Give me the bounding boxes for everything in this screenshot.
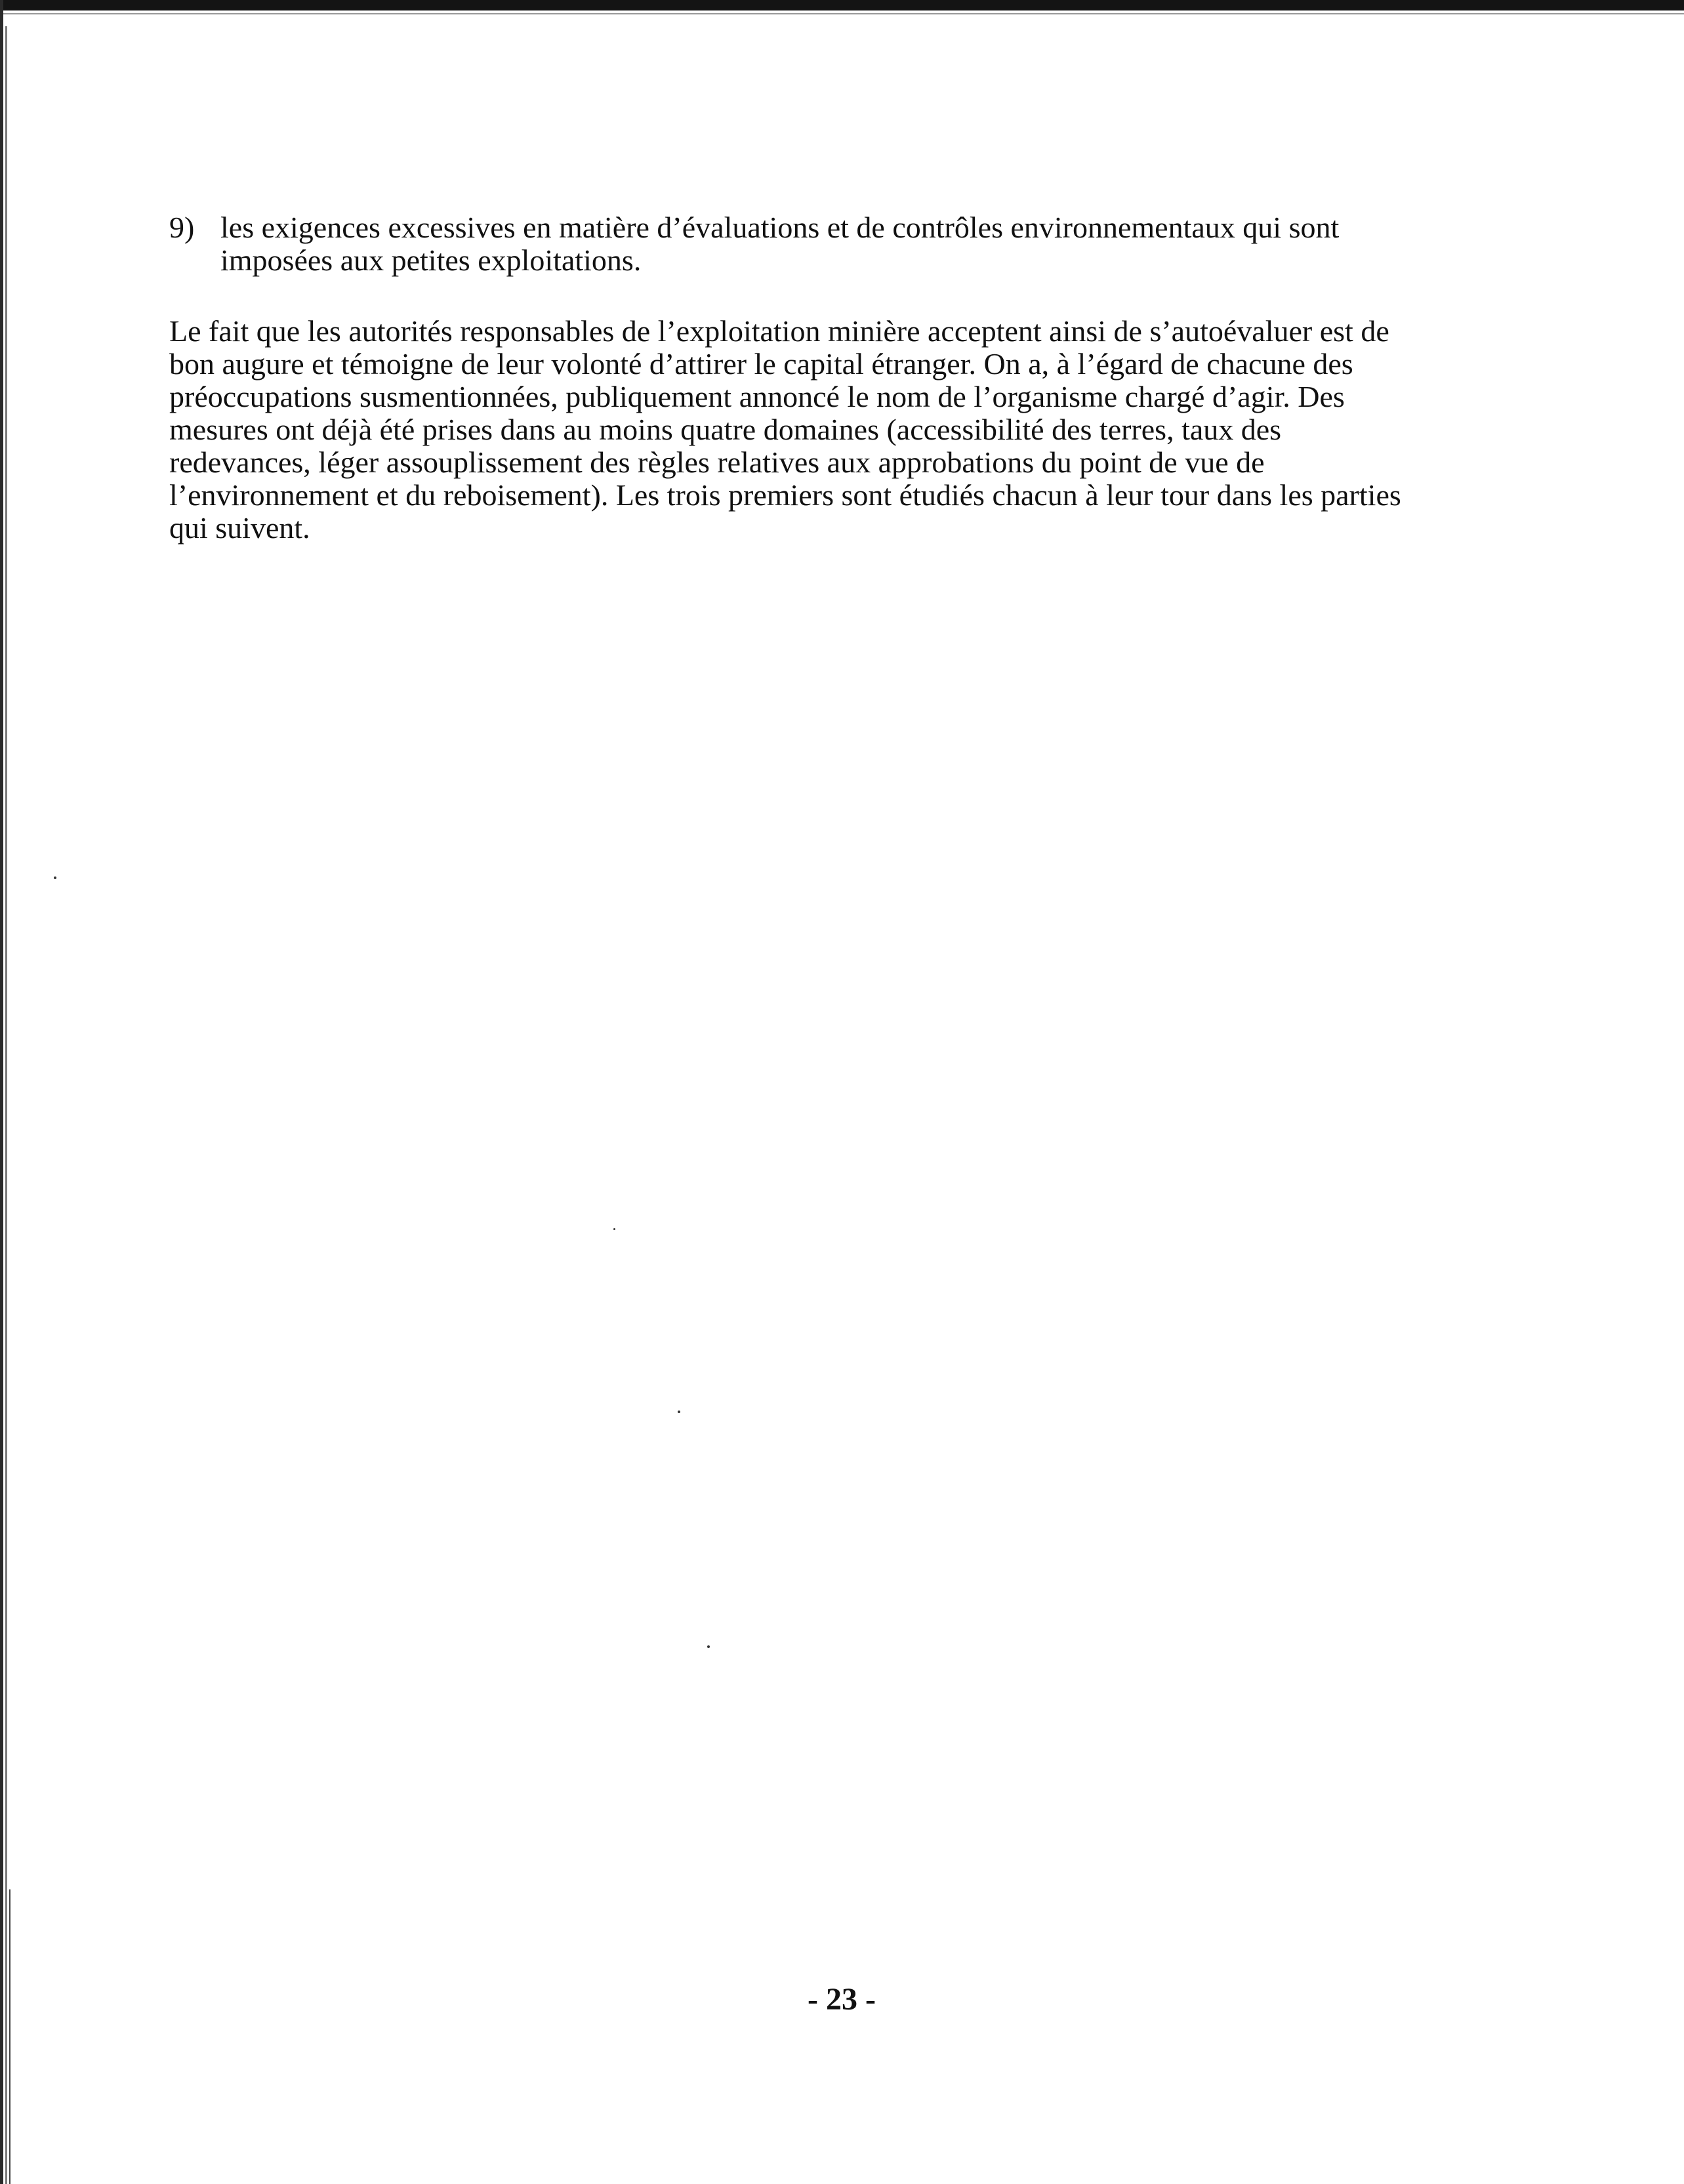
scan-edge-left-line [5, 26, 7, 2184]
list-item [169, 211, 1508, 277]
text-line: bon augure et témoigne de leur volonté d’attirer le capital étranger. On a, à l’égard de chacune des [169, 347, 1353, 381]
scan-speck [707, 1645, 710, 1648]
text-line: mesures ont déjà été prises dans au moins quatre domaines (accessibilité des terres, taux des [169, 413, 1282, 446]
scan-edge-left-mark [9, 1889, 10, 2184]
scan-speck [678, 1411, 680, 1413]
list-item-number: 9) [169, 211, 195, 244]
text-line: préoccupations susmentionnées, publiquement annoncé le nom de l’organisme chargé d’agir. Des [169, 380, 1345, 413]
scan-edge-left [0, 0, 3, 2184]
text-line: imposées aux petites exploitations. [220, 243, 642, 277]
text-line: redevances, léger assouplissement des règles relatives aux approbations du point de vue de [169, 445, 1265, 479]
text-line: les exigences excessives en matière d’évaluations et de contrôles environnementaux qui sont [220, 211, 1340, 244]
page-number: - 23 - [808, 1982, 876, 2017]
text-line: Le fait que les autorités responsables de l’exploitation minière acceptent ainsi de s’autoévaluer est de [169, 314, 1389, 348]
scan-speck [54, 876, 56, 879]
text-line: qui suivent. [169, 511, 310, 545]
text-line: l’environnement et du reboisement). Les trois premiers sont étudiés chacun à leur tour dans les parties [169, 478, 1401, 512]
scan-speck [613, 1228, 615, 1230]
scan-edge-top-line [0, 13, 1684, 14]
body-text [169, 211, 1508, 545]
scan-edge-top [0, 0, 1684, 10]
list-item-text [220, 211, 1508, 277]
paragraph [169, 315, 1508, 545]
